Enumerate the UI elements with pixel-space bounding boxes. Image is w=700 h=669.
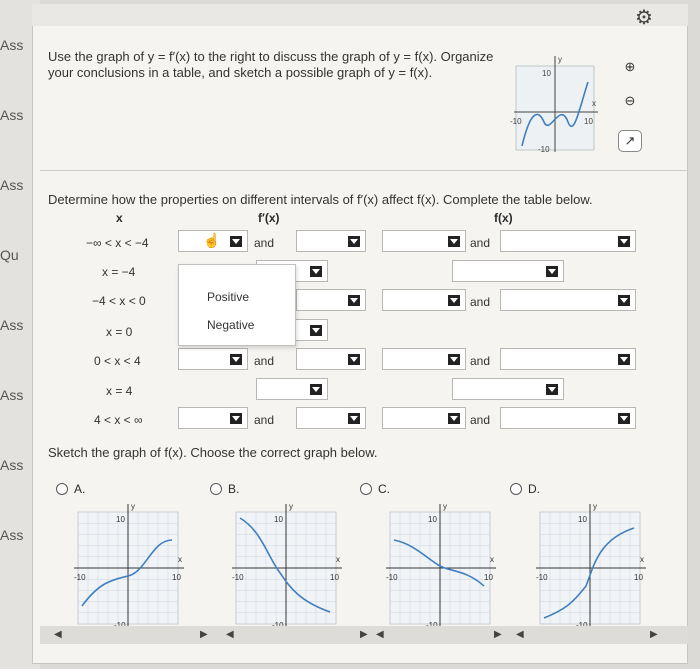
question-toolbar — [32, 4, 688, 26]
sidebar-item[interactable]: Ass — [0, 107, 24, 123]
x-tick-right: 10 — [484, 573, 493, 582]
fprime-sign-dropdown[interactable] — [178, 230, 248, 252]
row-label: x = 4 — [106, 384, 133, 398]
y-tick-top: 10 — [116, 515, 125, 524]
and-label: and — [254, 236, 275, 250]
sidebar-item[interactable]: Ass — [0, 387, 24, 403]
scroll-left-icon[interactable]: ◀ — [226, 629, 234, 640]
f-property-dropdown-1[interactable] — [382, 407, 466, 429]
fprime-property-dropdown[interactable] — [296, 289, 366, 311]
f-property-dropdown-2[interactable] — [500, 407, 636, 429]
and-label: and — [254, 413, 275, 427]
x-axis-label: x — [640, 555, 644, 564]
fprime-property-dropdown[interactable] — [296, 230, 366, 252]
hand-cursor-icon: ☝ — [203, 232, 221, 248]
zoom-out-icon[interactable]: ⊖ — [624, 93, 636, 108]
f-property-dropdown-2[interactable] — [500, 348, 636, 370]
x-tick-right: 10 — [634, 573, 643, 582]
row-label: x = 0 — [106, 325, 133, 339]
y-axis-label: y — [443, 502, 447, 511]
y-axis-label: y — [131, 502, 135, 511]
x-axis-label: x — [490, 555, 494, 564]
gear-icon[interactable]: ⚙ — [635, 7, 653, 29]
y-tick-top: 10 — [428, 515, 437, 524]
sidebar-item[interactable]: Ass — [0, 527, 24, 543]
radio-b[interactable] — [210, 483, 222, 495]
question-intro: Use the graph of y = f′(x) to the right to discuss the graph of y = f(x). Organize your conclusions in a table, and sketch a possible graph of y = f(x). — [48, 49, 494, 80]
and-label: and — [470, 354, 491, 368]
radio-a[interactable] — [56, 483, 68, 495]
scroll-left-icon[interactable]: ◀ — [376, 629, 384, 640]
popout-icon[interactable]: ↗ — [618, 130, 642, 152]
y-tick-top: 10 — [274, 515, 283, 524]
sidebar-item[interactable]: Ass — [0, 37, 24, 53]
sidebar-item[interactable]: Ass — [0, 457, 24, 473]
option-c[interactable] — [360, 482, 390, 496]
scroll-left-icon[interactable]: ◀ — [516, 629, 524, 640]
radio-d[interactable] — [510, 483, 522, 495]
row-label: 0 < x < 4 — [94, 354, 141, 368]
sidebar-item[interactable]: Ass — [0, 317, 24, 333]
table-header-fprime: f′(x) — [258, 211, 280, 225]
option-letter: B. — [228, 482, 240, 496]
x-tick-right: 10 — [172, 573, 181, 582]
x-axis-label: x — [178, 555, 182, 564]
fprime-property-dropdown[interactable] — [296, 407, 366, 429]
scroll-right-icon[interactable]: ▶ — [200, 629, 208, 640]
y-axis-label: y — [289, 502, 293, 511]
thumb-xlabel: x — [592, 99, 596, 108]
option-letter: D. — [528, 482, 540, 496]
table-header-x: x — [116, 211, 123, 225]
graph-option-a[interactable] — [68, 500, 188, 632]
f-property-dropdown-2[interactable] — [500, 289, 636, 311]
fprime-property-dropdown[interactable] — [296, 348, 366, 370]
thumb-xmin: -10 — [510, 117, 522, 126]
option-positive[interactable]: Positive — [207, 290, 250, 304]
graph-option-d[interactable] — [530, 500, 650, 632]
fprime-thumbnail-graph[interactable] — [508, 52, 600, 156]
horizontal-scroll-bar[interactable] — [40, 626, 688, 644]
and-label: and — [470, 413, 491, 427]
sketch-instruction: Sketch the graph of f(x). Choose the correct graph below. — [48, 445, 378, 460]
option-d[interactable] — [510, 482, 540, 496]
sidebar-item[interactable]: Ass — [0, 177, 24, 193]
x-tick-right: 10 — [330, 573, 339, 582]
option-a[interactable] — [56, 482, 85, 496]
sidebar-item[interactable]: Qu — [0, 247, 19, 263]
scroll-left-icon[interactable]: ◀ — [54, 629, 62, 640]
f-property-dropdown-2[interactable] — [500, 230, 636, 252]
y-axis-label: y — [593, 502, 597, 511]
and-label: and — [470, 236, 491, 250]
x-tick-left: -10 — [386, 573, 398, 582]
option-negative[interactable]: Negative — [207, 318, 255, 332]
dropdown-options-popup — [178, 264, 296, 346]
thumb-xmax: 10 — [584, 117, 593, 126]
row-label: x = −4 — [102, 265, 136, 279]
thumb-ylabel: y — [558, 55, 562, 64]
table-header-f: f(x) — [494, 211, 513, 225]
row-label: −∞ < x < −4 — [86, 236, 149, 250]
zoom-in-icon[interactable]: ⊕ — [624, 59, 636, 74]
scroll-right-icon[interactable]: ▶ — [360, 629, 368, 640]
y-tick-top: 10 — [578, 515, 587, 524]
f-property-dropdown[interactable] — [452, 378, 564, 400]
f-property-dropdown-1[interactable] — [382, 348, 466, 370]
fprime-sign-dropdown[interactable] — [178, 348, 248, 370]
fprime-sign-dropdown[interactable] — [178, 407, 248, 429]
row-label: 4 < x < ∞ — [94, 413, 143, 427]
scroll-right-icon[interactable]: ▶ — [494, 629, 502, 640]
f-property-dropdown[interactable] — [452, 260, 564, 282]
x-tick-left: -10 — [74, 573, 86, 582]
option-letter: A. — [74, 482, 86, 496]
divider — [40, 170, 688, 171]
graph-option-c[interactable] — [380, 500, 500, 632]
x-axis-label: x — [336, 555, 340, 564]
option-b[interactable] — [210, 482, 239, 496]
fprime-property-dropdown[interactable] — [256, 378, 328, 400]
and-label: and — [254, 354, 275, 368]
f-property-dropdown-1[interactable] — [382, 230, 466, 252]
x-tick-left: -10 — [232, 573, 244, 582]
f-property-dropdown-1[interactable] — [382, 289, 466, 311]
scroll-right-icon[interactable]: ▶ — [650, 629, 658, 640]
x-tick-left: -10 — [536, 573, 548, 582]
and-label: and — [470, 295, 491, 309]
graph-option-b[interactable] — [226, 500, 346, 632]
row-label: −4 < x < 0 — [92, 294, 146, 308]
thumb-ytick: 10 — [542, 69, 551, 78]
thumb-ymin: -10 — [538, 145, 550, 154]
table-instruction: Determine how the properties on different intervals of f′(x) affect f(x). Complete the table below. — [48, 192, 593, 207]
radio-c[interactable] — [360, 483, 372, 495]
option-letter: C. — [378, 482, 390, 496]
